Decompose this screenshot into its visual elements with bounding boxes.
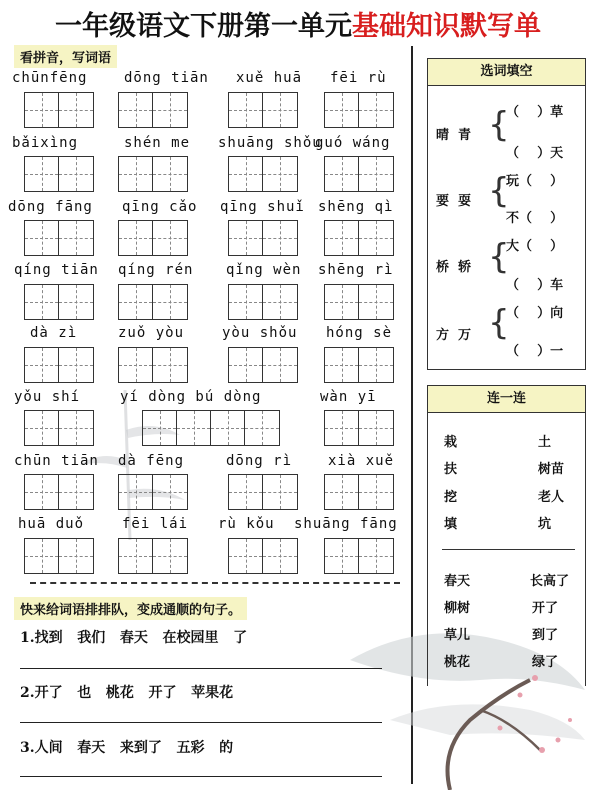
writing-grid[interactable] — [324, 220, 394, 256]
writing-grid[interactable] — [324, 538, 394, 574]
writing-grid[interactable] — [324, 347, 394, 383]
link-left-item[interactable]: 挖 — [444, 490, 458, 505]
link-left-item[interactable]: 桃花 — [444, 655, 471, 670]
writing-grid[interactable] — [228, 538, 298, 574]
pinyin-label: wàn yī — [320, 389, 377, 405]
pinyin-label: bǎixìng — [12, 135, 79, 151]
brace-icon: { — [488, 105, 510, 145]
writing-grid[interactable] — [118, 156, 188, 192]
sentence-prompt: 1.找到 我们 春天 在校园里 了 — [20, 630, 248, 646]
fill-blank[interactable]: （ ）一 — [506, 344, 564, 359]
link-right-item[interactable]: 长高了 — [530, 574, 570, 589]
link-right-item[interactable]: 绿了 — [532, 655, 559, 670]
pinyin-label: shēng rì — [318, 262, 394, 278]
writing-grid[interactable] — [228, 92, 298, 128]
writing-grid[interactable] — [24, 284, 94, 320]
link-right-item[interactable]: 土 — [538, 435, 552, 450]
fill-blank[interactable]: （ ）车 — [506, 278, 564, 293]
answer-line[interactable] — [20, 776, 382, 777]
answer-line[interactable] — [20, 668, 382, 669]
pinyin-label: shuāng fāng — [294, 516, 398, 532]
link-left-item[interactable]: 扶 — [444, 462, 458, 477]
pinyin-label: fēi lái — [122, 516, 189, 532]
brace-icon: { — [488, 237, 510, 277]
word-pair: 桥 轿 — [436, 260, 472, 275]
writing-grid[interactable] — [228, 347, 298, 383]
fill-blank[interactable]: 大（ ） — [506, 239, 564, 254]
pinyin-label: qīng shuǐ — [220, 199, 305, 215]
pinyin-label: zuǒ yòu — [118, 325, 185, 341]
pinyin-label: yǒu shí — [14, 389, 81, 405]
pinyin-label: rù kǒu — [218, 516, 275, 532]
fill-blank[interactable]: （ ）天 — [506, 146, 564, 161]
pinyin-label: dōng rì — [226, 453, 293, 469]
pinyin-label: shuāng shǒu — [218, 135, 322, 151]
brace-icon: { — [488, 171, 510, 211]
link-left-item[interactable]: 春天 — [444, 574, 471, 589]
page-title: 一年级语文下册第一单元基础知识默写单 — [55, 11, 541, 42]
writing-grid[interactable] — [118, 347, 188, 383]
link-right-item[interactable]: 到了 — [532, 628, 559, 643]
fill-blank[interactable]: 不（ ） — [506, 211, 564, 226]
link-right-item[interactable]: 开了 — [532, 601, 559, 616]
writing-grid[interactable] — [118, 284, 188, 320]
fill-blank[interactable]: （ ）向 — [506, 306, 564, 321]
section-sentence-heading: 快来给词语排排队，变成通顺的句子。 — [14, 597, 247, 620]
writing-grid[interactable] — [228, 284, 298, 320]
word-pair: 晴 青 — [436, 128, 472, 143]
link-left-item[interactable]: 栽 — [444, 435, 458, 450]
pinyin-label: chūn tiān — [14, 453, 99, 469]
pinyin-label: yí dòng bú dòng — [120, 389, 262, 405]
link-left-item[interactable]: 柳树 — [444, 601, 471, 616]
link-left-item[interactable]: 草儿 — [444, 628, 471, 643]
pinyin-label: chūnfēng — [12, 70, 88, 86]
writing-grid[interactable] — [324, 284, 394, 320]
link-right-item[interactable]: 老人 — [538, 490, 565, 505]
pinyin-label: huā duǒ — [18, 516, 85, 532]
word-pair: 方 万 — [436, 328, 472, 343]
writing-grid[interactable] — [24, 92, 94, 128]
writing-grid[interactable] — [118, 538, 188, 574]
pinyin-label: guó wáng — [315, 135, 391, 151]
writing-grid[interactable] — [24, 474, 94, 510]
pinyin-label: qíng rén — [118, 262, 194, 278]
writing-grid[interactable] — [24, 538, 94, 574]
writing-grid[interactable] — [118, 220, 188, 256]
writing-grid[interactable] — [228, 474, 298, 510]
writing-grid[interactable] — [324, 474, 394, 510]
writing-grid[interactable] — [324, 410, 394, 446]
pinyin-label: qīng cǎo — [122, 199, 198, 215]
pinyin-label: dōng fāng — [8, 199, 93, 215]
link-right-item[interactable]: 坑 — [538, 517, 552, 532]
link-right-item[interactable]: 树苗 — [538, 462, 565, 477]
fill-blank[interactable]: （ ）草 — [506, 105, 564, 120]
pinyin-label: dà zì — [30, 325, 78, 341]
writing-grid[interactable] — [24, 410, 94, 446]
pinyin-label: qǐng wèn — [226, 262, 302, 278]
pinyin-label: dà fēng — [118, 453, 185, 469]
writing-grid[interactable] — [118, 474, 188, 510]
writing-grid[interactable] — [118, 92, 188, 128]
writing-grid[interactable] — [228, 156, 298, 192]
pinyin-label: yòu shǒu — [222, 325, 298, 341]
writing-grid[interactable] — [228, 220, 298, 256]
section-divider — [30, 582, 400, 584]
link-title: 连一连 — [428, 386, 585, 413]
pinyin-label: xuě huā — [236, 70, 303, 86]
fill-in-title: 选词填空 — [428, 59, 585, 86]
pinyin-label: hóng sè — [326, 325, 393, 341]
pinyin-label: shén me — [124, 135, 191, 151]
section-pinyin-heading: 看拼音，写词语 — [14, 45, 117, 68]
brace-icon: { — [488, 303, 510, 343]
writing-grid[interactable] — [324, 92, 394, 128]
writing-grid[interactable] — [24, 220, 94, 256]
pinyin-label: qíng tiān — [14, 262, 99, 278]
pinyin-label: xià xuě — [328, 453, 395, 469]
fill-blank[interactable]: 玩（ ） — [506, 174, 564, 189]
pinyin-label: shēng qì — [318, 199, 394, 215]
link-left-item[interactable]: 填 — [444, 517, 458, 532]
writing-grid[interactable] — [324, 156, 394, 192]
sentence-prompt: 3.人间 春天 来到了 五彩 的 — [20, 740, 234, 756]
answer-line[interactable] — [20, 722, 382, 723]
link-divider — [442, 549, 575, 550]
pinyin-label: fēi rù — [330, 70, 387, 86]
writing-grid[interactable] — [24, 347, 94, 383]
sentence-prompt: 2.开了 也 桃花 开了 苹果花 — [20, 685, 234, 701]
writing-grid[interactable] — [142, 410, 280, 446]
pinyin-label: dōng tiān — [124, 70, 209, 86]
writing-grid[interactable] — [24, 156, 94, 192]
word-pair: 要 耍 — [436, 194, 472, 209]
